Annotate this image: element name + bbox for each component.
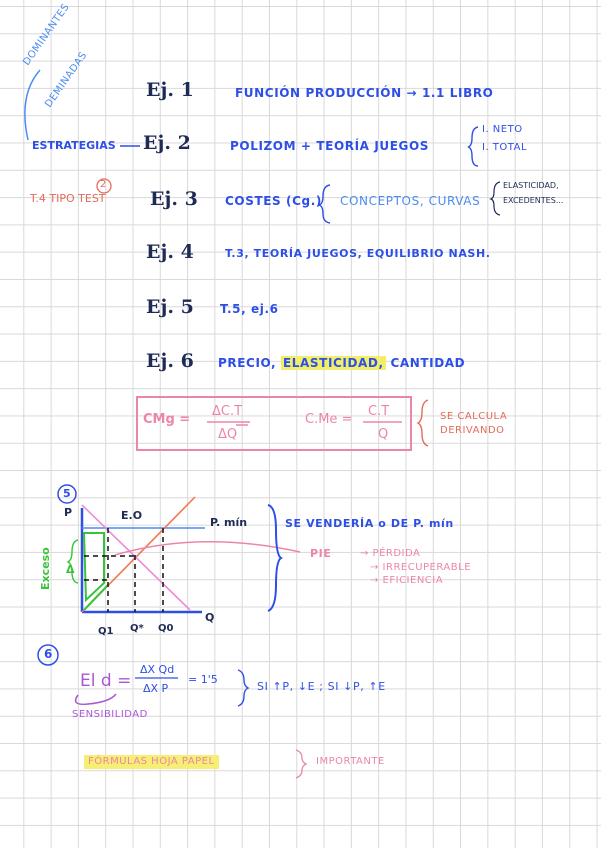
ej1-label: Ej. 1 bbox=[146, 79, 194, 101]
ej5-label: Ej. 5 bbox=[146, 296, 194, 318]
qstar-label: Q* bbox=[130, 623, 144, 634]
brace-ej3-inner bbox=[491, 182, 500, 215]
ej3-label: Ej. 3 bbox=[150, 188, 198, 210]
delta-label: Δ bbox=[66, 563, 75, 576]
brace-elasticity bbox=[238, 670, 248, 706]
ej2-text: POLIZOM + TEORÍA JUEGOS bbox=[230, 139, 430, 153]
irrecuperable-label: → IRRECUPERABLE bbox=[370, 562, 472, 573]
ej3-text: COSTES (Cg.) bbox=[225, 194, 322, 208]
cme-lhs: C.Me = bbox=[305, 412, 353, 427]
ej5-text: T.5, ej.6 bbox=[220, 302, 279, 316]
elasticity-note: SI ↑P, ↓E ; SI ↓P, ↑E bbox=[257, 680, 386, 693]
eo-label: E.O bbox=[121, 509, 143, 522]
importante-note: IMPORTANTE bbox=[316, 756, 385, 767]
cme-den: Q bbox=[378, 427, 389, 442]
ej3-sub: CONCEPTOS, CURVAS bbox=[340, 194, 481, 208]
ej2-neto: I. NETO bbox=[482, 124, 523, 135]
pmin-label: P. mín bbox=[210, 516, 248, 529]
brace-ej2 bbox=[468, 127, 478, 166]
exceso-label: Exceso bbox=[39, 547, 52, 590]
ej6-elasticidad: ELASTICIDAD, bbox=[282, 356, 384, 370]
derivando: DERIVANDO bbox=[440, 425, 505, 436]
elasticity-num: ΔX Qd bbox=[140, 663, 175, 676]
formulas-note: FÓRMULAS HOJA PAPEL bbox=[84, 755, 219, 769]
ej4-text: T.3, TEORÍA JUEGOS, EQUILIBRIO NASH. bbox=[225, 247, 491, 260]
brace-graph bbox=[268, 505, 281, 611]
ej2-label: Ej. 2 bbox=[143, 132, 191, 154]
circle-5-text: 5 bbox=[63, 487, 71, 500]
ej3-excedentes: EXCEDENTES... bbox=[503, 196, 564, 205]
ej1-text: FUNCIÓN PRODUCCIÓN → 1.1 LIBRO bbox=[235, 86, 494, 100]
perdida-label: → PÉRDIDA bbox=[360, 548, 421, 559]
ej6-label: Ej. 6 bbox=[146, 350, 194, 372]
brace-footer bbox=[296, 750, 306, 778]
ej3-elasticidad: ELASTICIDAD, bbox=[503, 181, 559, 190]
elast-underline bbox=[76, 694, 116, 704]
venderia-note: SE VENDERÍA o DE P. mín bbox=[285, 517, 454, 530]
sensibilidad-label: SENSIBILIDAD bbox=[72, 709, 148, 720]
ej6-cantidad: CANTIDAD bbox=[390, 356, 466, 370]
axis-q: Q bbox=[205, 611, 215, 624]
axis-p: P bbox=[64, 506, 73, 519]
circle-6-text: 6 bbox=[44, 647, 53, 661]
pie-label: PIE bbox=[310, 547, 332, 560]
graph bbox=[58, 485, 300, 612]
ej6-precio: PRECIO, bbox=[218, 356, 277, 370]
q0-label: Q0 bbox=[158, 623, 174, 634]
green-brace bbox=[68, 540, 78, 583]
cmg-den: ΔQ bbox=[218, 427, 238, 442]
ej2-total: I. TOTAL bbox=[482, 142, 528, 153]
ej4-label: Ej. 4 bbox=[146, 241, 194, 263]
exceso-area bbox=[84, 533, 104, 600]
circle-2-text: 2 bbox=[100, 179, 107, 190]
estrategias-label: ESTRATEGIAS bbox=[32, 139, 116, 152]
cmg-num: ΔC.T bbox=[212, 404, 243, 419]
arrow-to-pie bbox=[115, 542, 300, 555]
dominantes-label: DOMINANTES bbox=[21, 1, 72, 68]
deminadas-label: DEMINADAS bbox=[43, 50, 90, 110]
brace-formula bbox=[418, 400, 428, 446]
elasticity-lhs: El d = bbox=[80, 671, 132, 691]
q1-label: Q1 bbox=[98, 626, 114, 637]
elasticity-den: ΔX P bbox=[143, 682, 169, 695]
ej6-text bbox=[218, 357, 465, 369]
elasticity-value: = 1'5 bbox=[188, 673, 218, 686]
eficiencia-label: → EFICIENCIA bbox=[370, 575, 444, 586]
cmg-lhs: CMg = bbox=[143, 412, 191, 427]
bracket-curve bbox=[25, 70, 40, 140]
cme-num: C.T bbox=[368, 404, 390, 419]
tema-label: T.4 TIPO TEST bbox=[30, 192, 106, 205]
se-calcula: SE CALCULA bbox=[440, 411, 508, 422]
